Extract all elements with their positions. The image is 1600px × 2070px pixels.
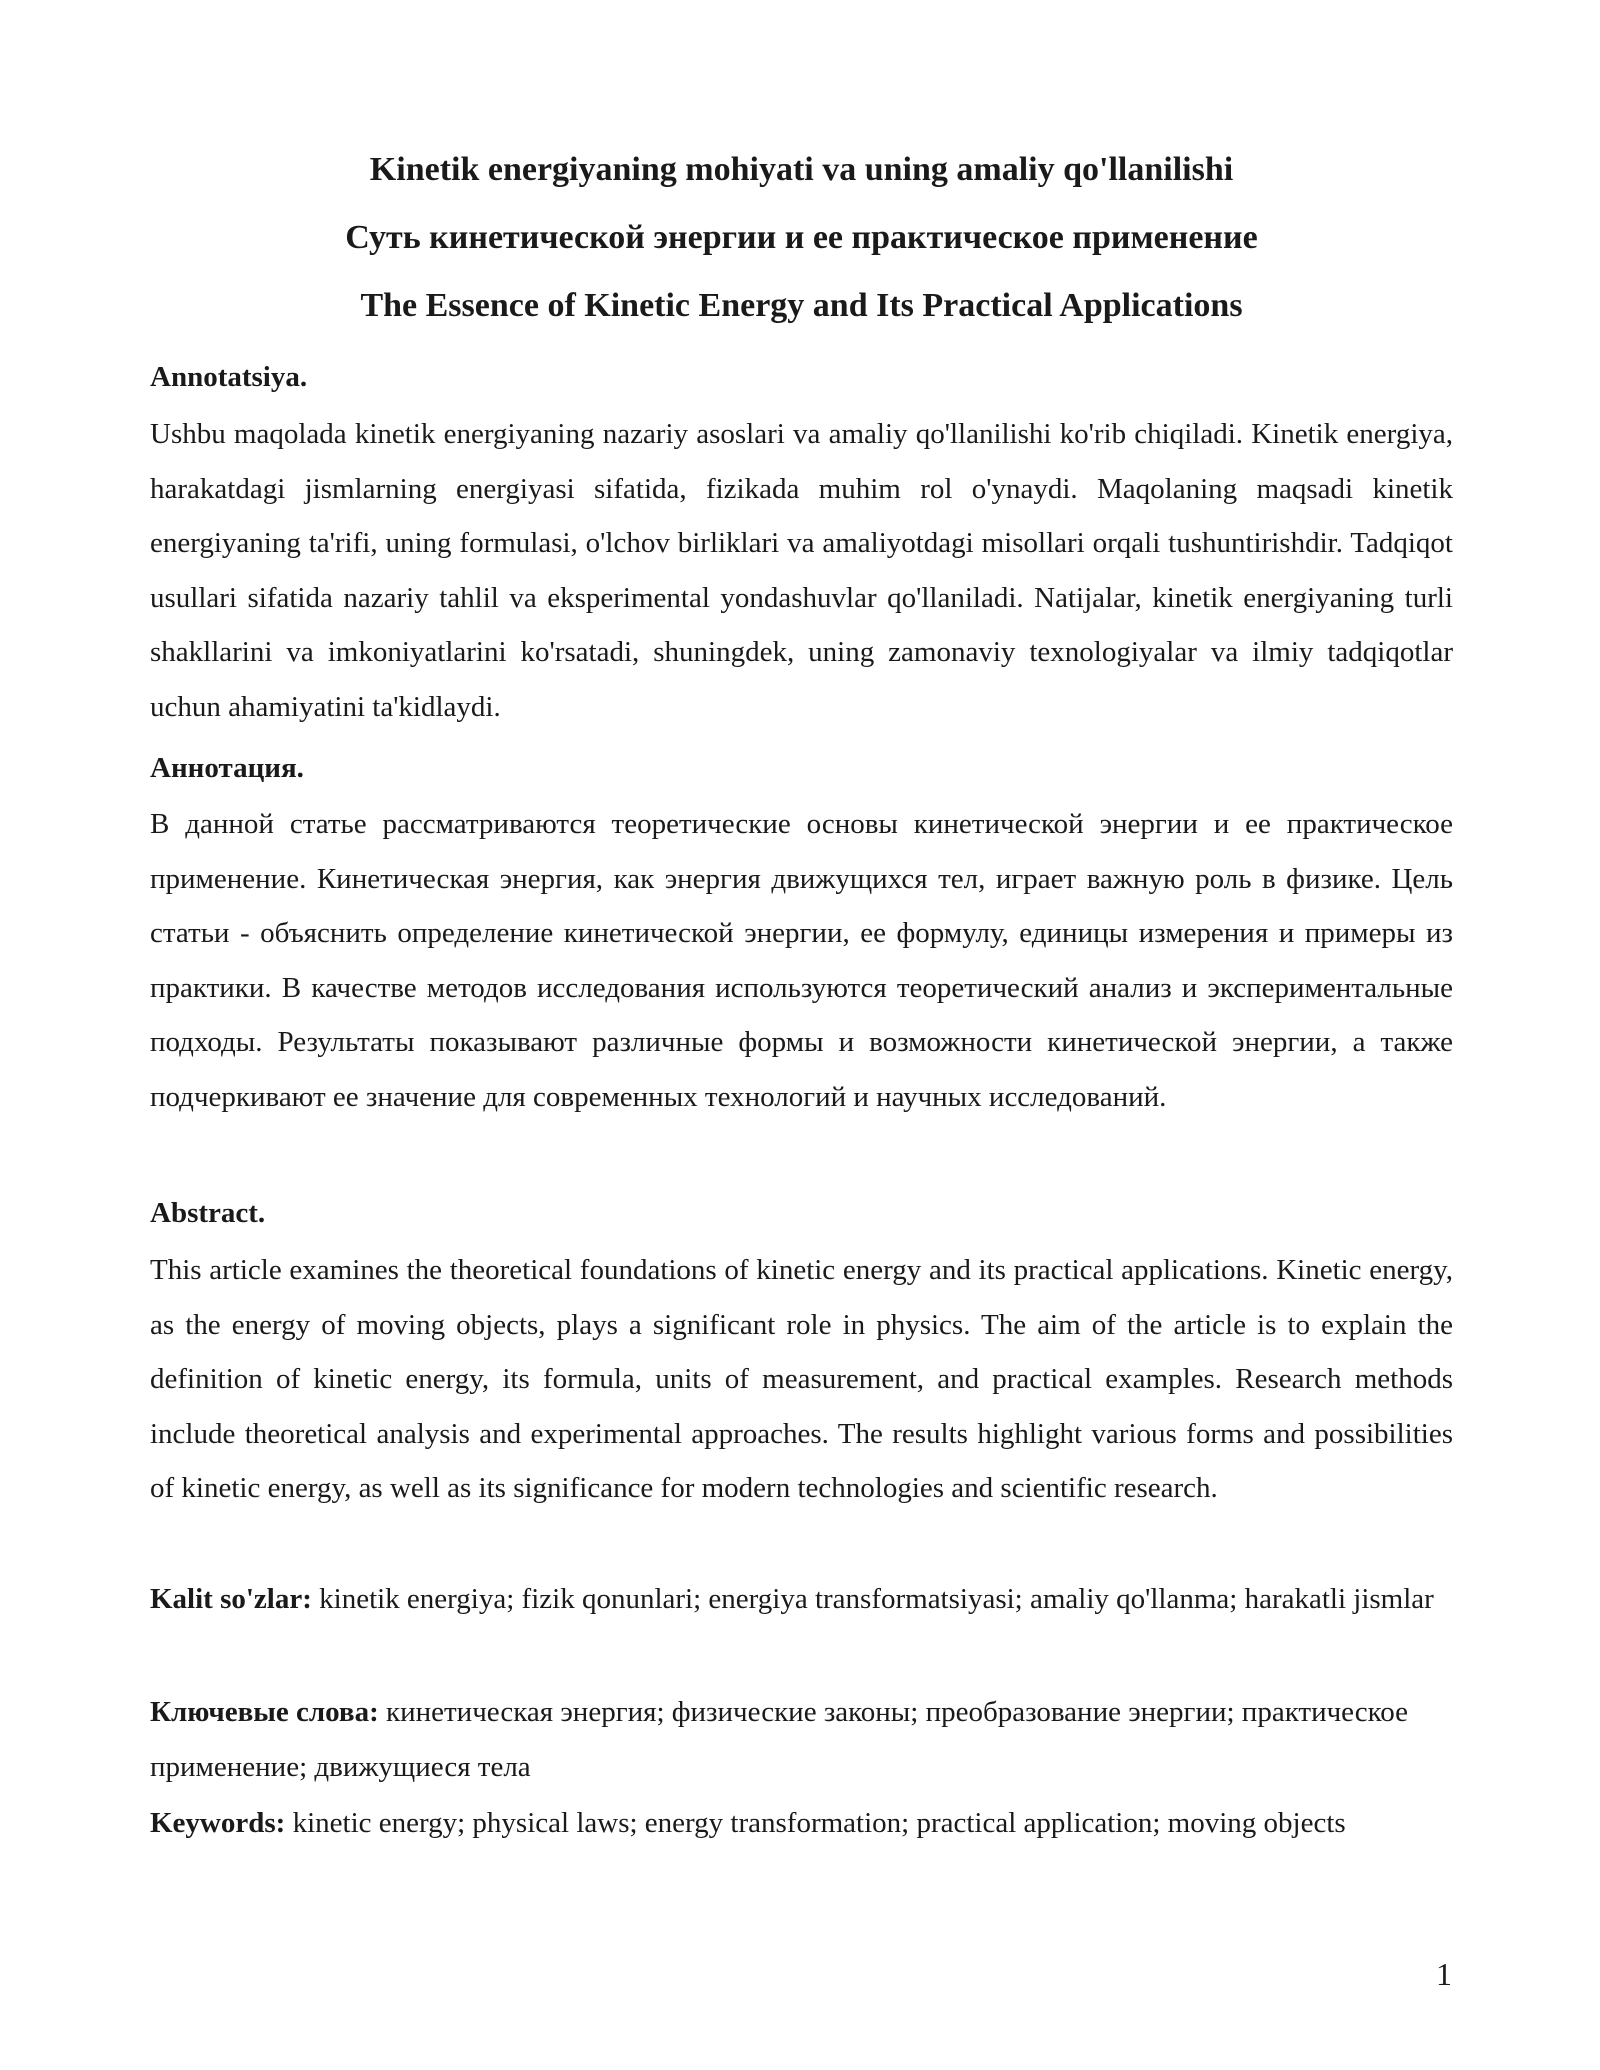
keywords-russian [150,1685,1453,1795]
title-english: The Essence of Kinetic Energy and Its Practical Applications [360,287,1243,324]
keywords-label-uzbek: Kalit so'zlar: [150,1583,312,1615]
abstract-text-russian: В данной статье рассматриваются теоретические основы кинетической энергии и ее практическое применение. Кинетическая энергия, как энергия движущихся тел, играет важную роль в физике. Цель статьи - объяснить определение кинетической энергии, ее формулу, единицы измерения и примеры из практики. В качестве методов исследования используются теоретический анализ и экспериментальные подходы. Результаты показывают различные формы и возможности кинетической энергии, а также подчеркивают ее значение для современных технологий и научных исследований. [150,808,1453,1113]
abstract-text-english: This article examines the theoretical foundations of kinetic energy and its practical applications. Kinetic energy, as the energy of moving objects, plays a significant role in physics. The aim of the article is to explain the definition of kinetic energy, its formula, units of measurement, and practical examples. Research methods include theoretical analysis and experimental approaches. The results highlight various forms and possibilities of kinetic energy, as well as its significance for modern technologies and scientific research. [150,1254,1453,1504]
keywords-uzbek [150,1572,1453,1627]
title-uzbek: Kinetik energiyaning mohiyati va uning amaliy qo'llanilishi [369,151,1234,188]
page-number: 1 [1436,1956,1452,1992]
keywords-list-russian: кинетическая энергия; физические законы; преобразование энергии; практическое применение; движущиеся тела [150,1696,1408,1783]
keywords-list-uzbek: kinetik energiya; fizik qonunlari; energiya transformatsiyasi; amaliy qo'llanma; harakatli jismlar [311,1583,1434,1615]
keywords-label-russian: Ключевые слова: [150,1696,379,1728]
title-russian: Суть кинетической энергии и ее практическое применение [345,219,1258,256]
abstract-heading-russian: Аннотация. [150,752,304,784]
abstract-text-uzbek: Ushbu maqolada kinetik energiyaning nazariy asoslari va amaliy qo'llanilishi ko'rib chiqiladi. Kinetik energiya, harakatdagi jismlarning energiyasi sifatida, fizikada muhim rol o'ynaydi. Maqolaning maqsadi kinetik energiyaning ta'rifi, uning formulasi, o'lchov birliklari va amaliyotdagi misollari orqali tushuntirishdir. Tadqiqot usullari sifatida nazariy tahlil va eksperimental yondashuvlar qo'llaniladi. Natijalar, kinetik energiyaning turli shakllarini va imkoniyatlarini ko'rsatadi, shuningdek, uning zamonaviy texnologiyalar va ilmiy tadqiqotlar uchun ahamiyatini ta'kidlaydi. [150,418,1453,723]
keywords-label-english: Keywords: [150,1807,286,1839]
abstract-heading-uzbek: Annotatsiya. [150,361,308,393]
abstract-heading-english: Abstract. [150,1197,266,1229]
keywords-english [150,1796,1453,1851]
keywords-list-english: kinetic energy; physical laws; energy transformation; practical application; moving objects [285,1807,1346,1839]
